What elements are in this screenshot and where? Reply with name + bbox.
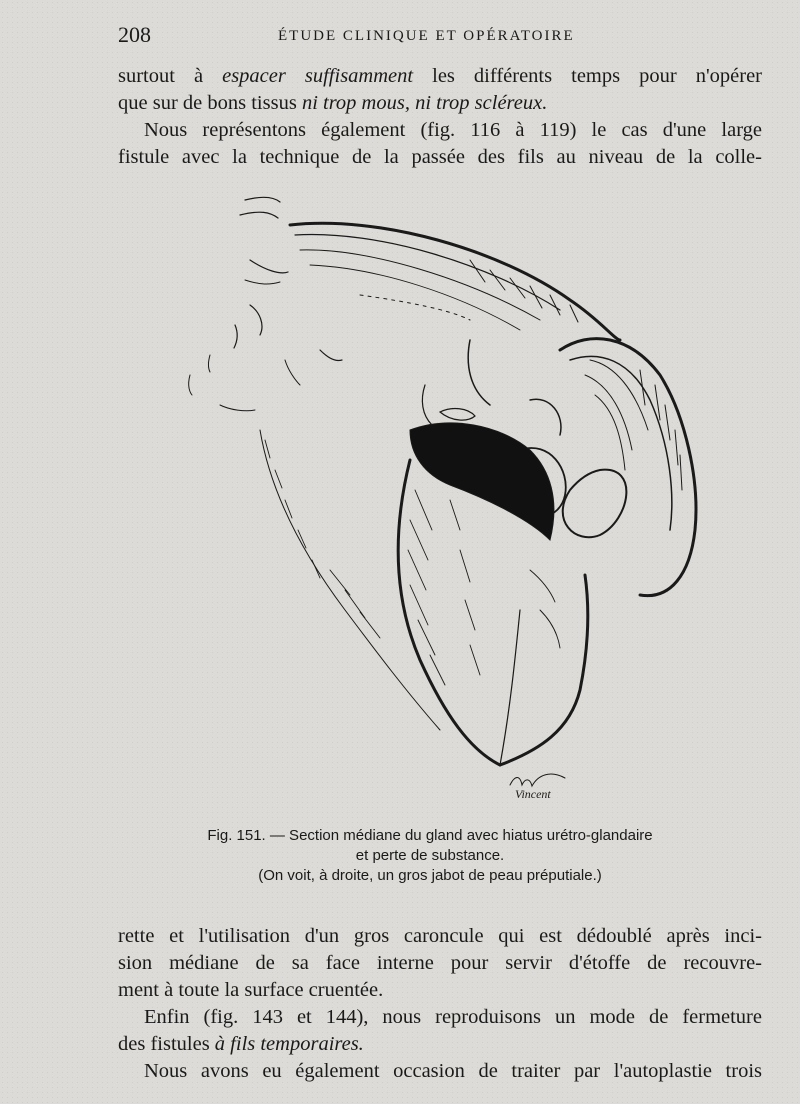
text-line: Nous représentons également (fig. 116 à 119) le cas d'une large	[144, 119, 762, 141]
running-title: ÉTUDE CLINIQUE ET OPÉRATOIRE	[278, 28, 575, 44]
caption-line: et perte de substance.	[355, 847, 505, 864]
text-line: surtout à espacer suffisamment les différents temps pour n'opérer	[118, 65, 763, 87]
anatomical-illustration	[170, 190, 730, 810]
text-line: que sur de bons tissus ni trop mous, ni trop scléreux.	[118, 92, 548, 114]
text-line: sion médiane de sa face interne pour servir d'étoffe de recouvre-	[118, 952, 762, 974]
caption-line: Fig. 151. — Section médiane du gland avec hiatus urétro-glandaire	[207, 827, 653, 844]
caption-line: (On voit, à droite, un gros jabot de peau préputiale.)	[258, 867, 602, 884]
paragraph-bottom	[118, 923, 762, 1085]
page-header	[118, 22, 762, 52]
artist-signature: Vincent	[515, 787, 551, 801]
text-line: rette et l'utilisation d'un gros caroncule qui est dédoublé après inci-	[118, 925, 762, 947]
text-line: Nous avons eu également occasion de traiter par l'autoplastie trois	[144, 1060, 762, 1082]
text-line: ment à toute la surface cruentée.	[118, 979, 384, 1001]
text-line: fistule avec la technique de la passée des fils au niveau de la colle-	[118, 146, 762, 168]
paragraph-top	[118, 63, 762, 171]
text-line: Enfin (fig. 143 et 144), nous reproduisons un mode de fermeture	[144, 1006, 762, 1028]
text-line: des fistules à fils temporaires.	[118, 1033, 364, 1055]
page-number: 208	[118, 22, 151, 47]
figure-caption	[150, 826, 710, 886]
